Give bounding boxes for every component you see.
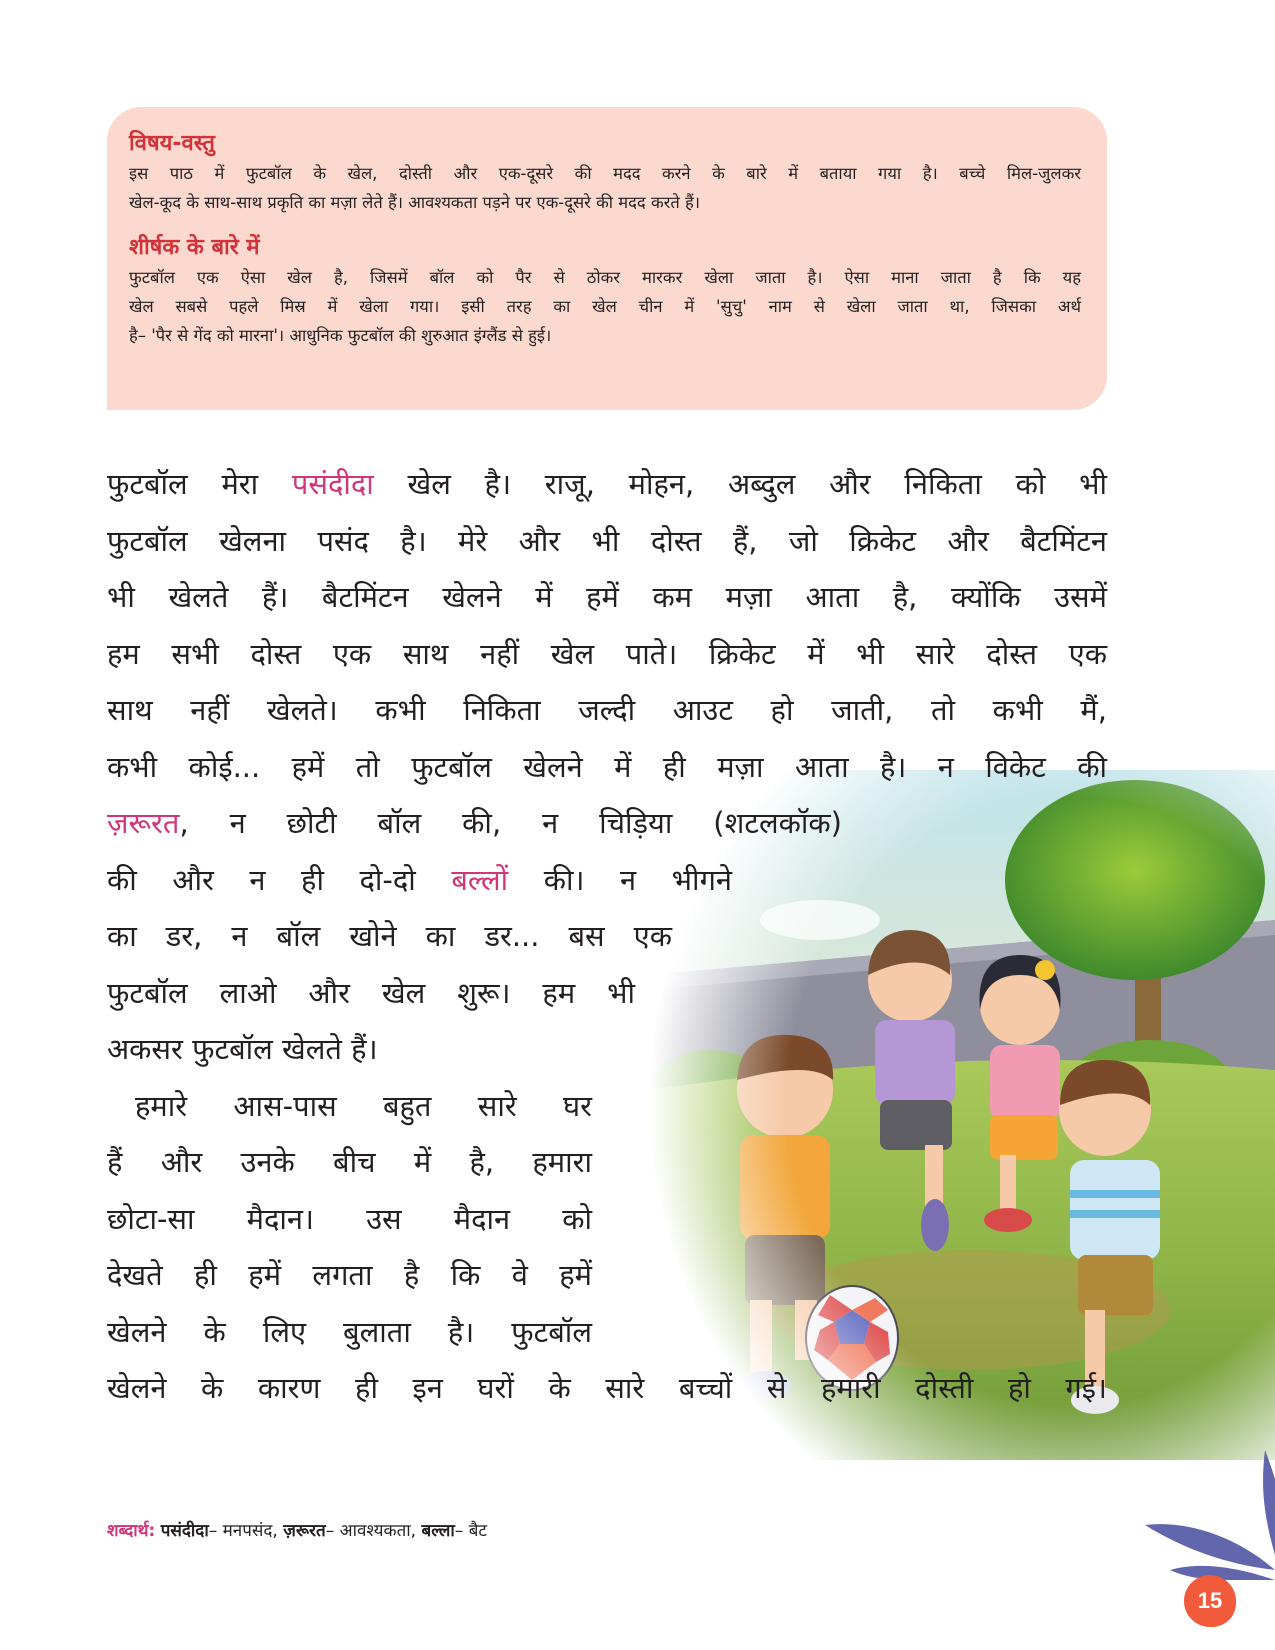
story-line: कभी कोई... हमें तो फुटबॉल खेलने में ही मज़ा आता है। न विकेट की bbox=[107, 749, 1107, 784]
story-line: साथ नहीं खेलते। कभी निकिता जल्दी आउट हो जाती, तो कभी मैं, bbox=[107, 693, 1107, 727]
text-line: है– 'पैर से गेंद को मारना'। आधुनिक फुटबॉल की शुरुआत इंग्लैंड से हुई। bbox=[129, 326, 552, 345]
story-line bbox=[107, 795, 842, 852]
story-line: हम सभी दोस्त एक साथ नहीं खेल पाते। क्रिकेट में भी सारे दोस्त एक bbox=[107, 636, 1107, 671]
section-heading: शीर्षक के बारे में bbox=[129, 235, 260, 260]
story-line bbox=[107, 852, 732, 909]
story-line: हमारे आस-पास बहुत सारे घर bbox=[135, 1088, 592, 1123]
story-line: भी खेलते हैं। बैटमिंटन खेलने में हमें कम मज़ा आता है, क्योंकि उसमें bbox=[107, 580, 1107, 614]
story-line: अकसर फुटबॉल खेलते हैं। bbox=[107, 1032, 378, 1066]
story-line bbox=[107, 456, 1107, 513]
story-line: छोटा-सा मैदान। उस मैदान को bbox=[107, 1201, 592, 1236]
text: , न छोटी बॉल की, न चिड़िया (शटलकॉक) bbox=[179, 806, 842, 840]
story-line: खेलने के कारण ही इन घरों के सारे बच्चों से हमारी दोस्ती हो गई। bbox=[107, 1371, 1107, 1405]
story-line: फुटबॉल लाओ और खेल शुरू। हम भी bbox=[107, 975, 635, 1010]
section-text bbox=[129, 159, 1081, 217]
glossary-meaning: – बैट bbox=[454, 1521, 487, 1541]
story-line: खेलने के लिए बुलाता है। फुटबॉल bbox=[107, 1314, 592, 1349]
section-heading: विषय-वस्तु bbox=[129, 131, 215, 156]
page-number-badge: 15 bbox=[1184, 1575, 1236, 1627]
highlighted-word: पसंदीदा bbox=[291, 467, 374, 501]
glossary-meaning: – आवश्यकता, bbox=[325, 1521, 422, 1541]
text-line: खेल-कूद के साथ-साथ प्रकृति का मज़ा लेते हैं। आवश्यकता पड़ने पर एक-दूसरे की मदद करते हैं। bbox=[129, 193, 701, 212]
story-line: देखते ही हमें लगता है कि वे हमें bbox=[107, 1258, 592, 1292]
glossary bbox=[107, 1519, 487, 1543]
text: फुटबॉल मेरा bbox=[107, 467, 292, 501]
glossary-term: बल्ला bbox=[421, 1521, 455, 1541]
story-line: हैं और उनके बीच में है, हमारा bbox=[107, 1145, 592, 1179]
highlighted-word: बल्लों bbox=[451, 862, 509, 897]
summary-box bbox=[107, 107, 1107, 410]
story-line: का डर, न बॉल खोने का डर... बस एक bbox=[107, 919, 672, 953]
story-text bbox=[107, 456, 1107, 1417]
section-text bbox=[129, 263, 1081, 350]
glossary-label: शब्दार्थ: bbox=[107, 1521, 156, 1541]
section-about-title bbox=[129, 233, 1081, 350]
section-subject-matter bbox=[129, 129, 1081, 217]
leaf-decoration-icon bbox=[1140, 1450, 1275, 1580]
glossary-term: पसंदीदा bbox=[160, 1521, 209, 1541]
glossary-meaning: – मनपसंद, bbox=[208, 1521, 284, 1541]
story-line: फुटबॉल खेलना पसंद है। मेरे और भी दोस्त हैं, जो क्रिकेट और बैटमिंटन bbox=[107, 523, 1107, 558]
glossary-term: ज़रूरत bbox=[283, 1521, 326, 1541]
text: की। न भीगने bbox=[508, 862, 732, 897]
highlighted-word: ज़रूरत bbox=[107, 806, 180, 840]
text: खेल है। राजू, मोहन, अब्दुल और निकिता को भी bbox=[373, 467, 1107, 501]
text: की और न ही दो-दो bbox=[107, 862, 452, 897]
text-line: फुटबॉल एक ऐसा खेल है, जिसमें बॉल को पैर से ठोकर मारकर खेला जाता है। ऐसा माना जाता है कि यह bbox=[129, 268, 1081, 287]
text-line: इस पाठ में फुटबॉल के खेल, दोस्ती और एक-दूसरे की मदद करने के बारे में बताया गया है। बच्चे मिल-जुलकर bbox=[129, 164, 1081, 183]
text-line: खेल सबसे पहले मिस्र में खेला गया। इसी तरह का खेल चीन में 'सुचु' नाम से खेला जाता था, जिसका अर्थ bbox=[129, 297, 1081, 316]
